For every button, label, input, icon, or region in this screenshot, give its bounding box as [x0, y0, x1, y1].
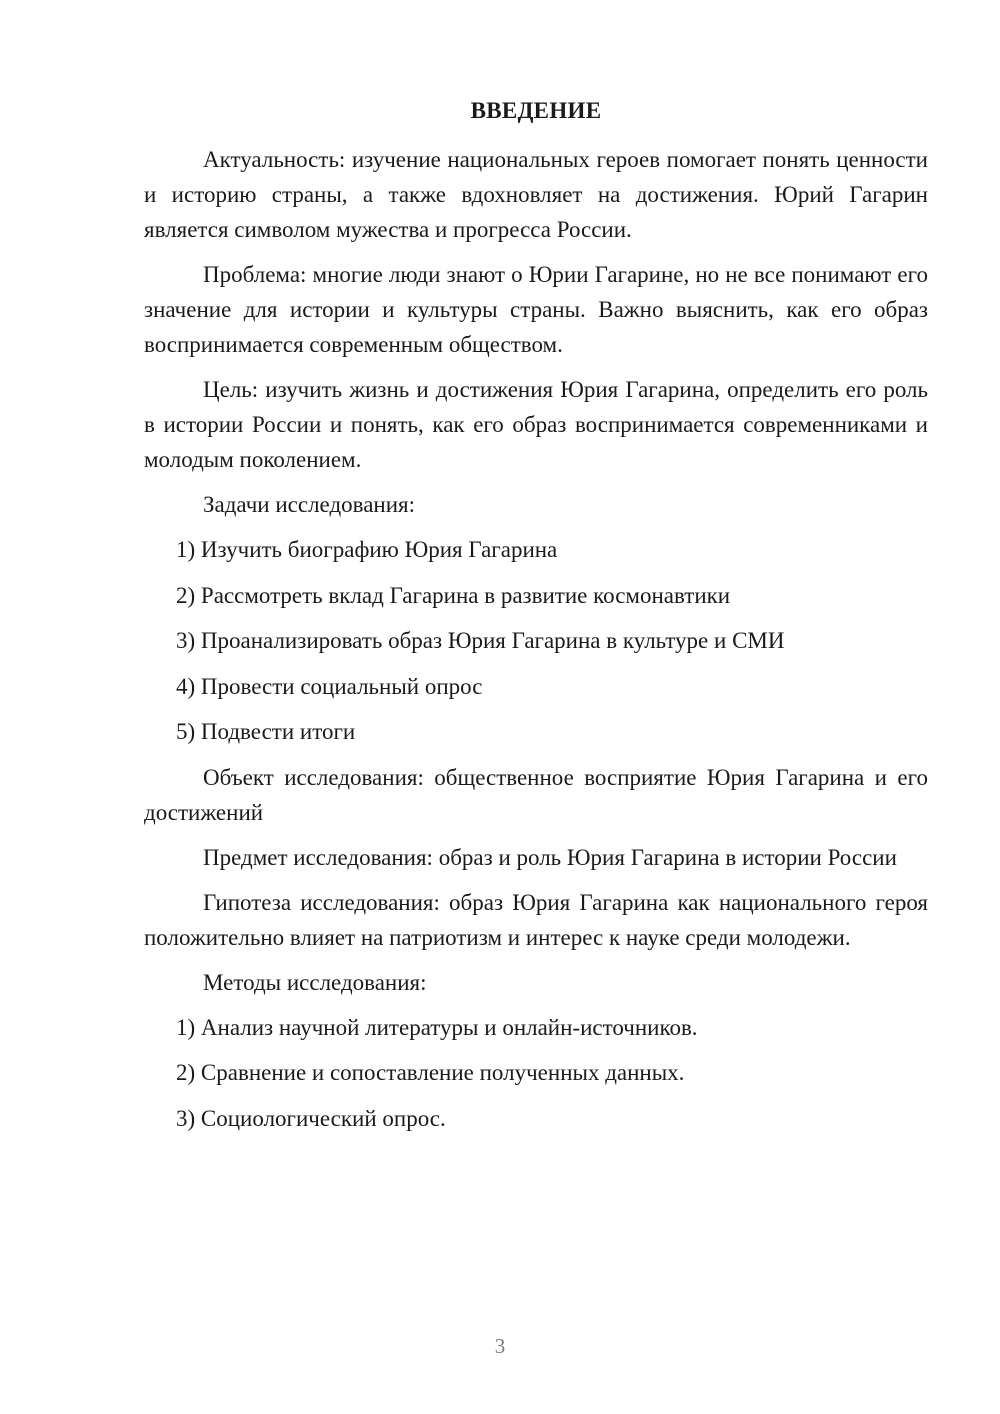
goal-paragraph: Цель: изучить жизнь и достижения Юрия Гагарина, определить его роль в истории России и понять, как его образ воспринимается современниками и молодым поколением. [144, 377, 928, 472]
problem-paragraph: Проблема: многие люди знают о Юрии Гагарине, но не все понимают его значение для истории и культуры страны. Важно выяснить, как его образ воспринимается современным обществом. [144, 262, 928, 357]
document-page [144, 96, 928, 1146]
task-item: 4) Провести социальный опрос [176, 673, 483, 699]
methods-heading: Методы исследования: [203, 969, 427, 995]
method-item: 1) Анализ научной литературы и онлайн-источников. [176, 1014, 698, 1040]
page-number: 3 [494, 1334, 506, 1358]
hypothesis-paragraph: Гипотеза исследования: образ Юрия Гагарина как национального героя положительно влияет на патриотизм и интерес к науке среди молодежи. [144, 889, 928, 950]
document-title: ВВЕДЕНИЕ [470, 98, 602, 123]
method-item: 2) Сравнение и сопоставление полученных данных. [176, 1060, 685, 1085]
task-item: 3) Проанализировать образ Юрия Гагарина в культуре и СМИ [176, 628, 785, 653]
task-item: 5) Подвести итоги [176, 719, 356, 744]
task-item: 1) Изучить биографию Юрия Гагарина [176, 537, 558, 562]
task-item: 2) Рассмотреть вклад Гагарина в развитие космонавтики [176, 582, 731, 608]
methods-list [144, 1010, 928, 1136]
object-paragraph: Объект исследования: общественное восприятие Юрия Гагарина и его достижений [144, 764, 928, 825]
tasks-list [144, 532, 928, 749]
tasks-heading: Задачи исследования: [203, 492, 416, 517]
method-item: 3) Социологический опрос. [176, 1105, 446, 1131]
subject-paragraph: Предмет исследования: образ и роль Юрия Гагарина в истории России [203, 844, 897, 870]
relevance-paragraph: Актуальность: изучение национальных героев помогает понять ценности и историю страны, а также вдохновляет на достижения. Юрий Гагарин является символом мужества и прогресса России. [144, 147, 928, 242]
